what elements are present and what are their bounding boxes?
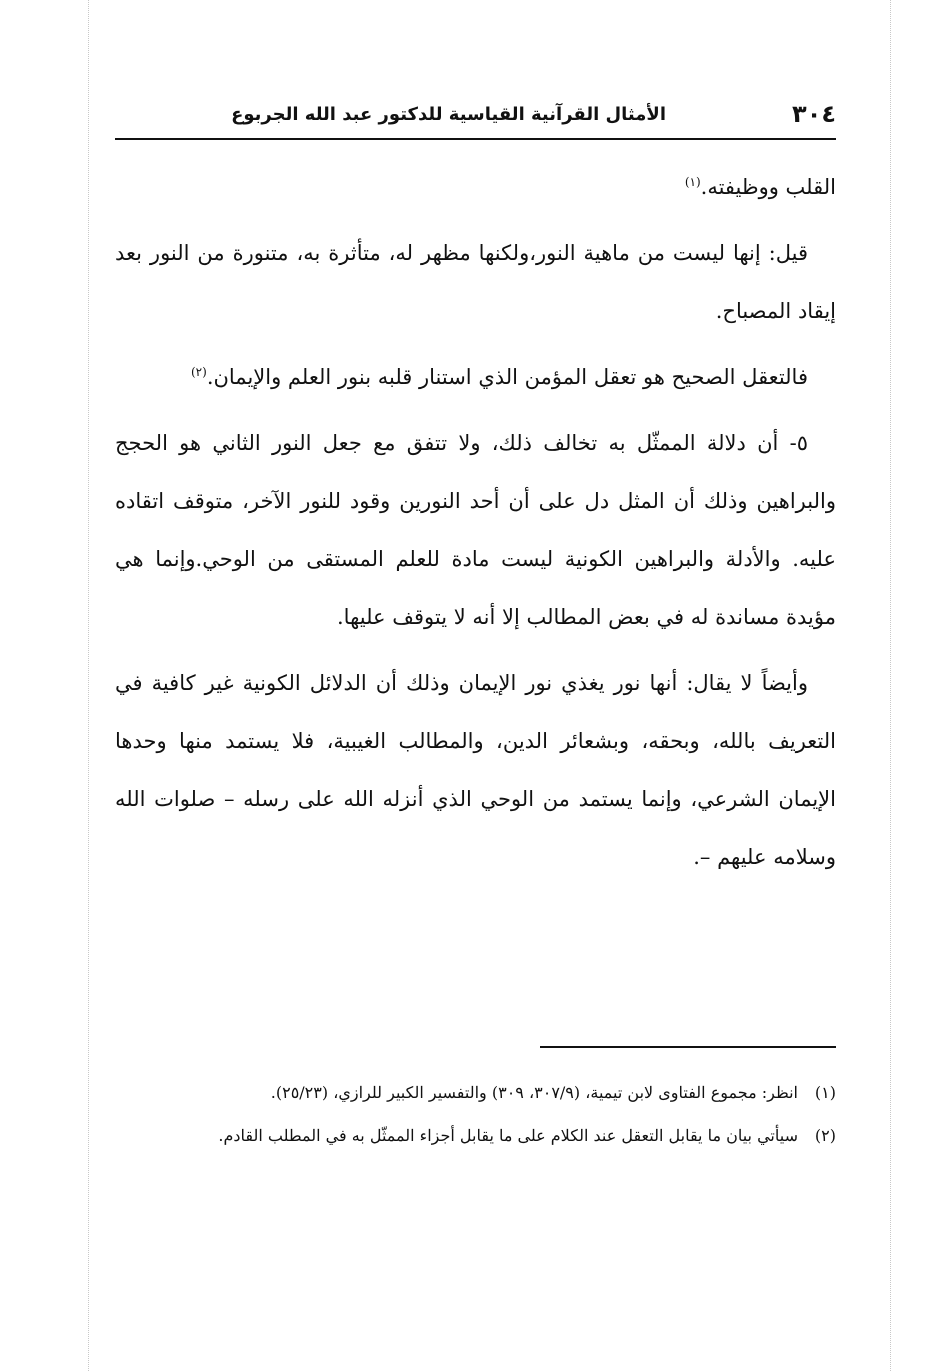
- paragraph-text: فالتعقل الصحيح هو تعقل المؤمن الذي استنار قلبه بنور العلم والإيمان.: [206, 365, 808, 389]
- scan-artifact-line: [890, 0, 891, 1371]
- paragraph-text: قيل: إنها ليست من ماهية النور،ولكنها مظهر له، متأثرة به، متنورة من النور بعد إيقاد المصباح.: [115, 241, 836, 323]
- paragraph-text: ٥- أن دلالة الممثّل به تخالف ذلك، ولا تتفق مع جعل النور الثاني هو الحجج والبراهين وذلك أن المثل دل على أن أحد النورين وقود للنور الآخر، متوقف اتقاده عليه. والأدلة والبراهين الكونية ليست مادة للعلم المستقى من الوحي.وإنما هي مؤيدة مساندة له في بعض المطالب إلا أنه لا يتوقف عليها.: [115, 431, 836, 629]
- paragraph: [115, 414, 836, 646]
- footnote-number: (٢): [814, 1126, 836, 1145]
- footnote-text: انظر: مجموع الفتاوى لابن تيمية، (٣٠٧/٩، ٣٠٩) والتفسير الكبير للرازي، (٢٥/٢٣).: [270, 1083, 798, 1102]
- page-number: ٣٠٤: [792, 100, 836, 128]
- paragraph: [115, 654, 836, 886]
- footnote: [115, 1117, 836, 1154]
- footnote-divider: [540, 1046, 836, 1048]
- footnotes-section: [115, 1074, 836, 1160]
- footnote-number: (١): [814, 1083, 836, 1102]
- paragraph: [115, 348, 836, 406]
- paragraph-text: القلب ووظيفته.: [700, 175, 836, 199]
- header-divider: [115, 138, 836, 140]
- paragraph: [115, 158, 836, 216]
- footnote-reference: (٢): [190, 365, 207, 379]
- scan-artifact-line: [88, 0, 89, 1371]
- paragraph: [115, 224, 836, 340]
- main-text: [115, 158, 836, 894]
- running-title: الأمثال القرآنية القياسية للدكتور عبد الله الجربوع: [231, 104, 666, 125]
- footnote-text: سيأتي بيان ما يقابل التعقل عند الكلام على ما يقابل أجزاء الممثّل به في المطلب القادم.: [218, 1126, 798, 1145]
- footnote-reference: (١): [684, 175, 701, 189]
- page-header: [115, 96, 836, 140]
- paragraph-text: وأيضاً لا يقال: أنها نور يغذي نور الإيمان وذلك أن الدلائل الكونية غير كافية في التعريف بالله، وبحقه، وبشعائر الدين، والمطالب الغيبية، فلا يستمد منها وحدها الإيمان الشرعي، وإنما يستمد من الوحي الذي أنزله الله على رسله – صلوات الله وسلامه عليهم –.: [115, 671, 836, 869]
- footnote: [115, 1074, 836, 1111]
